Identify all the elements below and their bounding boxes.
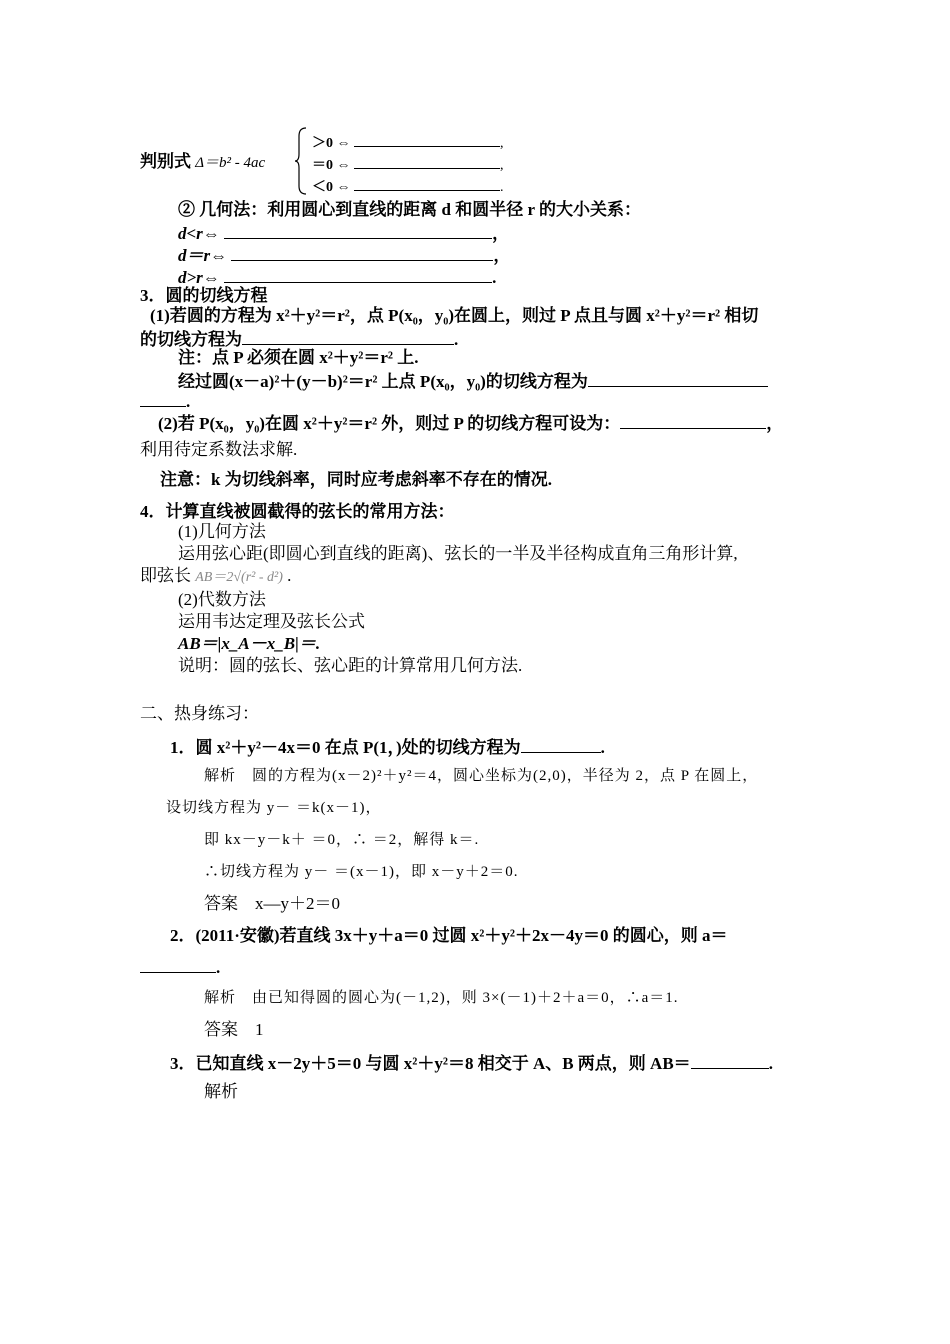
disc-row-gt: ＞0 ⇔ , [312,130,504,153]
question-2: 2．(2011·安徽)若直线 3x＋y＋a＝0 过圆 x²＋y²＋2x－4y＝0 的圆心，则 a＝ [170,926,728,945]
blank-line[interactable] [140,390,186,407]
blank-line[interactable] [231,244,493,261]
q1-solution-1: 解析 圆的方程为(x－2)²＋y²＝4，圆心坐标为(2,0)，半径为 2，点 P 在圆上， [204,768,759,784]
q2-solution: 解析 由已知得圆的圆心为(－1,2)，则 3×(－1)＋2＋a＝0，∴a＝1. [204,990,679,1006]
disc-row-lt: ＜0 ⇔ . [312,174,504,197]
s3-pass: 经过圆(x－a)²＋(y－b)²＝r² 上点 P(x₀，y₀)的切线方程为 [178,370,768,392]
q1-answer: 答案 x—y＋2＝0 [204,894,340,913]
question-1: 1．圆 x²＋y²－4x＝0 在点 P(1，)处的切线方程为 . [170,738,605,757]
blank-line[interactable] [354,152,500,169]
blank-line[interactable] [691,1052,769,1069]
s4-method-2-formula: AB＝|x_A－x_B|＝. [178,634,321,653]
s4-method-2: (2)代数方法 [178,590,266,609]
s4-explain: 说明：圆的弦长、弦心距的计算常用几何方法. [178,656,523,675]
s4-method-2-desc: 运用韦达定理及弦长公式 [178,612,365,631]
q3-solution: 解析 [204,1082,238,1101]
question-3: 3．已知直线 x－2y＋5＝0 与圆 x²＋y²＝8 相交于 A、B 两点，则 AB＝ . [170,1054,773,1073]
discriminant-label: 判别式 Δ＝b² - 4ac [140,152,266,171]
chord-formula: AB＝2√(r² - d²) [195,570,283,585]
blank-line[interactable] [521,736,601,753]
q1-solution-4: ∴切线方程为 y－ ＝(x－1)，即 x－y＋2＝0. [204,864,519,880]
s3-p2: (2)若 P(x₀，y₀)在圆 x²＋y²＝r² 外，则过 P 的切线方程可设为： ， [158,414,784,433]
s3-note: 注：点 P 必须在圆 x²＋y²＝r² 上. [178,348,419,367]
brace-shape [294,126,308,196]
q1-solution-3: 即 kx－y－k＋ ＝0，∴ ＝2，解得 k＝. [204,832,480,848]
disc-row-eq: ＝0 ⇔ , [312,152,504,175]
blank-line[interactable] [354,174,500,191]
question-2-blank: . [140,956,220,978]
s3-pass-cont: . [140,390,190,412]
blank-line[interactable] [242,328,454,345]
s3-attention: 注意：k 为切线斜率，同时应考虑斜率不存在的情况. [160,470,552,489]
blank-line[interactable] [224,222,492,239]
discriminant-formula: Δ＝b² - 4ac [195,155,266,171]
geo-title: ② 几何法：利用圆心到直线的距离 d 和圆半径 r 的大小关系： [178,200,641,219]
q1-solution-2: 设切线方程为 y－ ＝k(x－1)， [166,800,382,816]
q2-answer: 答案 1 [204,1020,264,1039]
geo-row-gt: d>r⇔ . [178,268,497,287]
s3-p1b: 的切线方程为 . [140,330,459,349]
s4-chord: 即弦长 AB＝2√(r² - d²) . [140,566,292,585]
s3-p1a: (1)若圆的方程为 x²＋y²＝r²，点 P(x₀，y₀)在圆上，则过 P 点且与圆 x²＋y²＝r² 相切 [150,306,759,325]
section-3-heading: 3．圆的切线方程 [140,286,268,305]
blank-line[interactable] [588,370,768,387]
s4-method-1-desc: 运用弦心距(即圆心到直线的距离)、弦长的一半及半径构成直角三角形计算, [178,544,738,563]
blank-line[interactable] [140,956,216,973]
blank-line[interactable] [224,266,492,283]
warmup-heading: 二、热身练习： [140,704,259,723]
section-4-heading: 4．计算直线被圆截得的弦长的常用方法： [140,502,455,521]
blank-line[interactable] [620,412,766,429]
geo-row-eq: d＝r⇔ ， [178,246,511,265]
blank-line[interactable] [354,130,500,147]
geo-row-lt: d<r⇔ ， [178,224,510,243]
s4-method-1: (1)几何方法 [178,522,266,541]
s3-p2b: 利用待定系数法求解. [140,440,298,459]
